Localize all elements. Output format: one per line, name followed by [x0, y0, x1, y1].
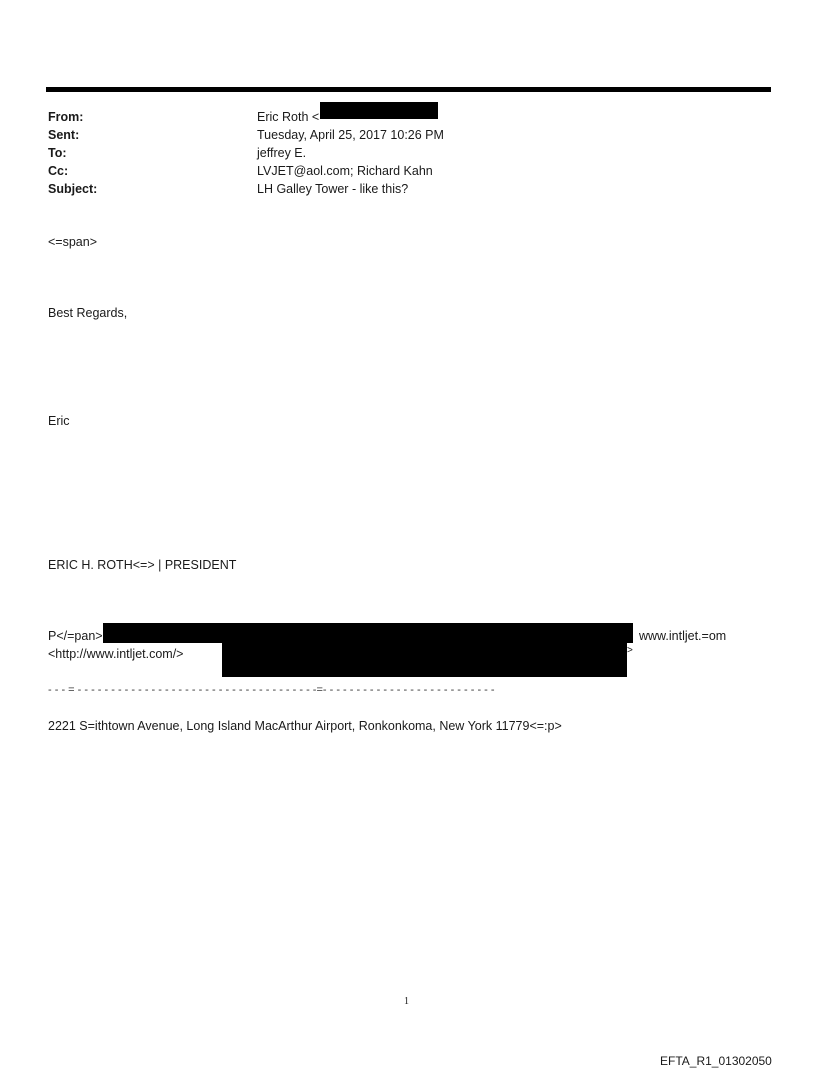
redaction-contact-block	[222, 642, 627, 677]
contact-web: www.intljet.=om	[639, 629, 727, 643]
page-number: 1	[404, 996, 409, 1007]
cc-label: Cc:	[48, 164, 69, 178]
from-value: Eric Roth <	[257, 110, 320, 124]
bates-number: EFTA_R1_01302050	[660, 1054, 772, 1068]
body-span-line: <=span>	[48, 235, 98, 249]
redaction-from-email	[320, 102, 438, 119]
sent-label: Sent:	[48, 128, 80, 142]
contact-close: >	[627, 645, 633, 656]
subject-label: Subject:	[48, 182, 98, 196]
subject-value: LH Galley Tower - like this?	[257, 182, 409, 196]
contact-prefix: P</=pan>	[48, 629, 103, 643]
signature-title: ERIC H. ROTH<=> | PRESIDENT	[48, 558, 237, 572]
from-label: From:	[48, 110, 84, 124]
sent-value: Tuesday, April 25, 2017 10:26 PM	[257, 128, 444, 142]
body-regards: Best Regards,	[48, 306, 128, 320]
to-value: jeffrey E.	[257, 146, 307, 160]
header-rule	[46, 87, 771, 92]
separator-line: - - - = - - - - - - - - - - - - - - - - - - - - - - - - - - - - - - - - - - - -=- - - - - - - - - - - - - - - - - - - - - - - - - -	[48, 684, 495, 696]
to-label: To:	[48, 146, 67, 160]
address-line: 2221 S=ithtown Avenue, Long Island MacArthur Airport, Ronkonkoma, New York 11779<=:p>	[48, 719, 562, 733]
cc-value: LVJET@aol.com; Richard Kahn	[257, 164, 433, 178]
redaction-contact-line	[103, 623, 633, 643]
contact-url: <http://www.intljet.com/>	[48, 647, 184, 661]
body-name: Eric	[48, 414, 70, 428]
